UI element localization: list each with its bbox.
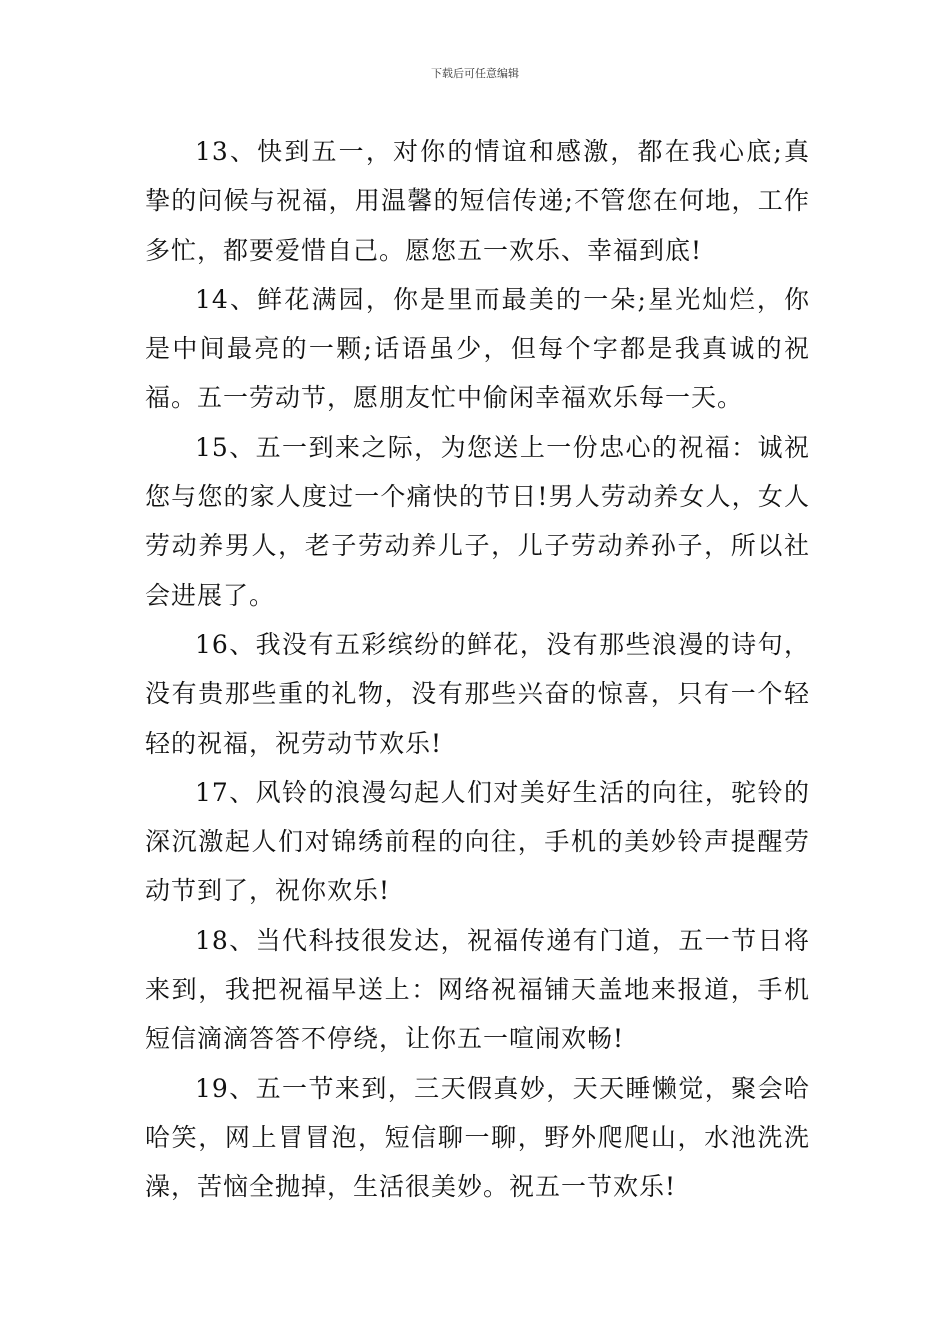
- page-header: 下载后可任意编辑: [431, 67, 519, 80]
- paragraph-15: 15、五一到来之际，为您送上一份忠心的祝福：诚祝您与您的家人度过一个痛快的节日!男人劳动养女人，女人劳动养男人，老子劳动养儿子，儿子劳动养孙子，所以社会进展了。: [145, 432, 810, 610]
- paragraph-18: 18、当代科技很发达，祝福传递有门道，五一节日将来到，我把祝福早送上：网络祝福铺天盖地来报道，手机短信滴滴答答不停绕，让你五一喧闹欢畅!: [145, 925, 810, 1054]
- document-body: [145, 127, 810, 1212]
- paragraph-19: 19、五一节来到，三天假真妙，天天睡懒觉，聚会哈哈笑，网上冒冒泡，短信聊一聊，野外爬爬山，水池洗洗澡，苦恼全抛掉，生活很美妙。祝五一节欢乐!: [145, 1073, 810, 1202]
- paragraph-14: 14、鲜花满园，你是里而最美的一朵;星光灿烂，你是中间最亮的一颗;话语虽少，但每个字都是我真诚的祝福。五一劳动节，愿朋友忙中偷闲幸福欢乐每一天。: [145, 284, 810, 413]
- paragraph-16: 16、我没有五彩缤纷的鲜花，没有那些浪漫的诗句，没有贵那些重的礼物，没有那些兴奋的惊喜，只有一个轻轻的祝福，祝劳动节欢乐!: [145, 629, 810, 758]
- paragraph-17: 17、风铃的浪漫勾起人们对美好生活的向往，驼铃的深沉激起人们对锦绣前程的向往，手机的美妙铃声提醒劳动节到了，祝你欢乐!: [145, 777, 810, 906]
- paragraph-13: 13、快到五一，对你的情谊和感激，都在我心底;真挚的问候与祝福，用温馨的短信传递;不管您在何地，工作多忙，都要爱惜自己。愿您五一欢乐、幸福到底!: [145, 137, 810, 265]
